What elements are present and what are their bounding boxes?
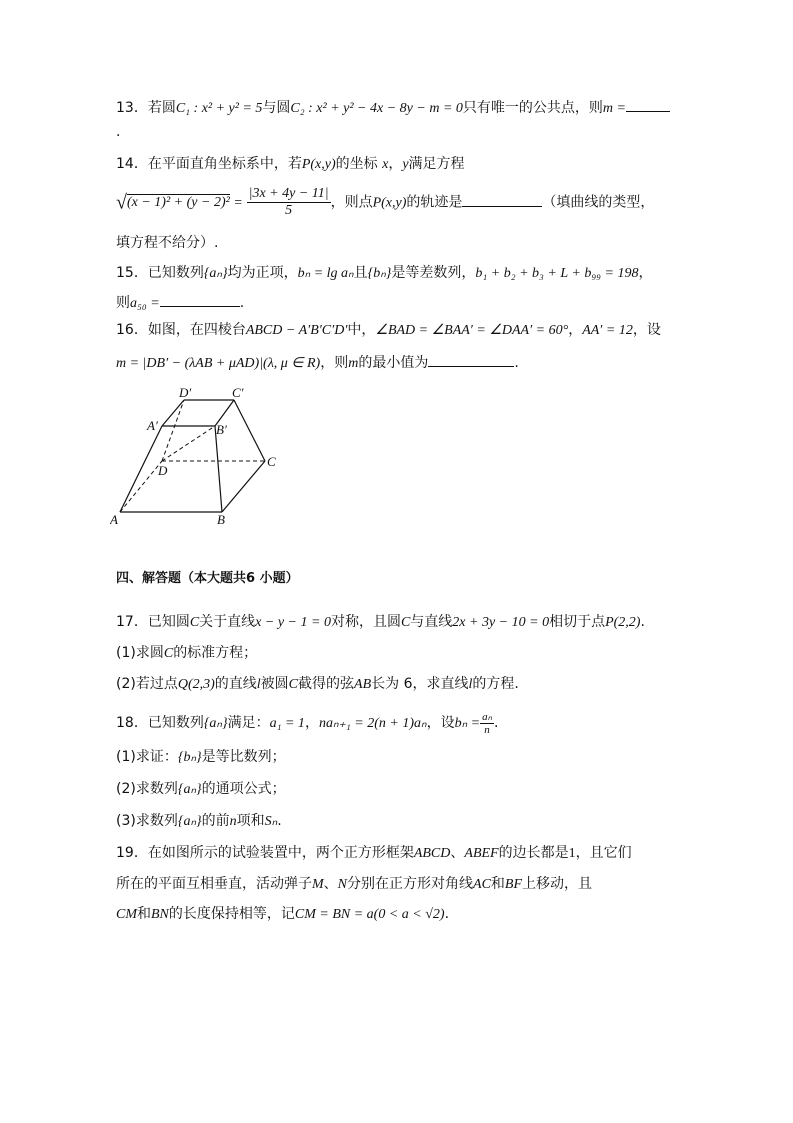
q19-text: 所在的平面互相垂直，活动弹子: [116, 876, 312, 892]
q18-seq-a: {aₙ}: [177, 814, 202, 829]
q16-text: 中，: [347, 322, 376, 338]
q18-seq-a: {aₙ}: [203, 716, 228, 731]
q19-and: 和: [137, 906, 151, 922]
q13-answer-label: m =: [602, 101, 626, 116]
q15-text: 已知数列: [147, 265, 204, 281]
q17-text: 关于直线: [199, 614, 256, 630]
q19-text: 在如图所示的试验装置中，两个正方形框架: [147, 845, 414, 861]
edge-CC1: [234, 400, 265, 461]
q15-text: 均为正项，: [227, 265, 298, 281]
q16-m-expr: m = |DB′ − (λAB + μAD)|(λ, μ ∈ R): [116, 356, 321, 371]
q19-and: 和: [490, 876, 505, 892]
q19-text: 上移动，且: [522, 876, 593, 892]
q13-text: 若圆: [147, 100, 176, 116]
label-C: C: [267, 454, 276, 469]
q14-x: x: [382, 157, 389, 172]
q17-text: (2)若过点: [116, 676, 178, 692]
q19-one: 1: [568, 846, 576, 861]
q14-y: y: [402, 157, 409, 172]
q16-line1: [116, 320, 661, 341]
q19-line2: [116, 874, 592, 895]
edge-D1A1: [162, 400, 184, 426]
label-D1: D′: [179, 385, 192, 400]
q18-bn-lhs: bₙ =: [454, 716, 481, 731]
q19-bn: BN: [151, 907, 169, 922]
q18-a1: a₁ = 1: [269, 716, 305, 731]
q16-text: ，则: [320, 355, 349, 371]
q15-line2: [116, 292, 244, 314]
edge-BC: [222, 461, 265, 512]
q17-text: 的标准方程；: [173, 645, 258, 661]
q18-text: (1)求证：: [116, 749, 178, 765]
q14-line1: [116, 154, 465, 175]
q16-line2: [116, 352, 519, 374]
q15-number: 15．: [116, 265, 148, 281]
label-C1: C′: [232, 385, 244, 400]
q17-circle: C: [189, 615, 200, 630]
section-heading: 四、解答题（本大题共6 小题）: [116, 571, 299, 586]
q15-text: 且: [353, 265, 368, 281]
q19-text: 的长度保持相等，记: [168, 906, 295, 922]
q16-angles: ∠BAD = ∠BAA′ = ∠DAA′ = 60°: [375, 323, 569, 338]
q13-circle2: C₂ : x² + y² − 4x − 8y − m = 0: [290, 101, 463, 116]
q18-sub2: [116, 779, 286, 800]
q16-aa: AA′ = 12: [582, 323, 633, 338]
q18-n: n: [229, 814, 237, 829]
q18-text: (3)求数列: [116, 813, 178, 829]
q17-line1: [116, 612, 645, 633]
q13-dot: .: [116, 124, 121, 140]
q17-circle: C: [163, 646, 174, 661]
q15-answer-blank[interactable]: [160, 292, 240, 307]
q18-comma: ，: [304, 715, 319, 731]
q18-text: 已知数列: [147, 715, 204, 731]
q15-text: 则: [116, 295, 130, 311]
q16-number: 16．: [116, 322, 148, 338]
q15-sum: b₁ + b₂ + b₃ + L + b₉₉ = 198: [475, 266, 639, 281]
q15-text: .: [239, 295, 245, 311]
q18-fraction: [480, 711, 494, 736]
q17-sub2: [116, 674, 519, 695]
q19-number: 19．: [116, 845, 148, 861]
q19-line3: [116, 904, 449, 925]
q15-text: 是等差数列，: [391, 265, 476, 281]
q17-text: 对称，且圆: [330, 614, 401, 630]
q18-sub1: [116, 747, 286, 768]
q13-text-suffix: 只有唯一的公共点，则: [462, 100, 603, 116]
q17-line-l: l: [256, 677, 261, 692]
q18-text: 满足：: [227, 715, 270, 731]
q17-line-eq1: x − y − 1 = 0: [255, 615, 331, 630]
q17-text: 被圆: [260, 676, 289, 692]
q17-text: (1)求圆: [116, 645, 164, 661]
label-D: D: [158, 463, 168, 478]
q18-text: ，设: [426, 715, 455, 731]
q17-text: .: [640, 614, 645, 630]
q19-equation: CM = BN = a(0 < a < √2): [294, 907, 445, 922]
q14-point: P(x,y): [301, 157, 336, 172]
q18-seq-b: {bₙ}: [177, 750, 202, 765]
q14-text: 的轨迹是: [406, 194, 463, 211]
q17-circle: C: [288, 677, 299, 692]
label-B1: B′: [216, 422, 227, 437]
q14-text: 在平面直角坐标系中，若: [147, 156, 302, 172]
q19-abef: ABEF: [464, 846, 499, 861]
q18-text: .: [494, 715, 499, 731]
q15-seq-b: {bₙ}: [367, 266, 392, 281]
q14-answer-blank[interactable]: [462, 192, 542, 207]
q15-line1: [116, 263, 653, 284]
q17-text: 的直线: [214, 676, 257, 692]
q17-number: 17．: [116, 614, 148, 630]
q14-text: ，则点: [330, 194, 373, 211]
q15-bn-def: bₙ = lg aₙ: [297, 266, 354, 281]
q16-m: m: [348, 356, 359, 371]
q18-text: 是等比数列；: [201, 749, 286, 765]
q17-chord: AB: [354, 677, 372, 692]
edge-DB1: [162, 426, 215, 461]
q17-text: 与直线: [410, 614, 453, 630]
q17-sub1: [116, 643, 257, 664]
q16-text: 如图，在四棱台: [147, 322, 246, 338]
q19-text: .: [444, 906, 450, 922]
q14-line2: [116, 186, 654, 219]
q17-text: 的方程.: [472, 676, 519, 692]
q17-point-q: Q(2,3): [177, 677, 215, 692]
q16-answer-blank[interactable]: [428, 352, 514, 367]
q19-text: 分别在正方形对角线: [347, 876, 474, 892]
q14-frac-num: |3x + 4y − 11|: [248, 186, 329, 201]
q14-number: 14．: [116, 156, 148, 172]
q13-answer-blank[interactable]: [626, 97, 670, 112]
q13-number: 13．: [116, 100, 148, 116]
label-A: A: [110, 512, 118, 526]
q14-text: （填曲线的类型，: [542, 194, 655, 211]
q16-text: 的最小值为: [358, 355, 429, 371]
q18-number: 18．: [116, 715, 148, 731]
sqrt-icon: √: [116, 191, 127, 214]
edge-DD1: [162, 400, 184, 461]
q13-line1: [116, 97, 670, 119]
q15-seq-a: {aₙ}: [203, 266, 228, 281]
q19-n: N: [337, 877, 348, 892]
q19-line1: [116, 843, 632, 864]
q14-equals: =: [234, 195, 243, 211]
q18-text: 项和: [236, 813, 265, 829]
q19-m: M: [312, 877, 324, 892]
q19-abcd: ABCD: [413, 846, 451, 861]
q15-a50: a₅₀ =: [130, 296, 160, 311]
label-B: B: [217, 512, 225, 526]
q19-cm: CM: [116, 907, 137, 922]
q19-sep: 、: [323, 876, 338, 892]
q18-sn: Sₙ: [264, 814, 278, 829]
q17-text: 相切于点: [549, 614, 606, 630]
q18-line1: [116, 709, 498, 738]
frustum-figure: [110, 384, 290, 526]
q14-point: P(x,y): [372, 195, 407, 211]
q17-line-l: l: [468, 677, 473, 692]
q17-point: P(2,2): [605, 615, 641, 630]
q14-line3: [116, 233, 218, 253]
q19-text: 的边长都是: [498, 845, 569, 861]
q17-line-eq2: 2x + 3y − 10 = 0: [452, 615, 550, 630]
q18-sub3: [116, 811, 282, 832]
q16-text: .: [514, 355, 519, 371]
q13-text-mid: 与圆: [262, 100, 291, 116]
q17-text: 已知圆: [147, 614, 190, 630]
q18-text: 的通项公式；: [201, 781, 286, 797]
q14-text: 填方程不给分）.: [116, 235, 219, 251]
q18-text: (2)求数列: [116, 781, 178, 797]
q14-frac-den: 5: [285, 203, 293, 218]
q19-ac: AC: [473, 877, 491, 892]
q13-circle1: C₁ : x² + y² = 5: [175, 101, 263, 116]
q17-text: 长为 6，求直线: [371, 676, 469, 692]
q16-solid: ABCD − A′B′C′D′: [245, 323, 348, 338]
q14-text: 的坐标: [335, 156, 378, 172]
q18-seq-a: {aₙ}: [177, 782, 202, 797]
edge-BB1: [215, 426, 222, 512]
q14-sqrt-expr: (x − 1)² + (y − 2)²: [126, 194, 230, 210]
q19-text: ，且它们: [575, 845, 632, 861]
q18-frac-den: n: [484, 723, 490, 736]
q18-frac-num: aₙ: [482, 710, 492, 723]
q18-recurrence: naₙ₊₁ = 2(n + 1)aₙ: [318, 716, 427, 731]
q17-text: 截得的弦: [298, 676, 355, 692]
q13-line2: [116, 122, 120, 142]
q18-text: 的前: [201, 813, 230, 829]
edge-AA1: [120, 426, 162, 512]
q14-comma: ，: [388, 156, 403, 172]
q14-text: 满足方程: [408, 156, 465, 172]
q18-text: .: [277, 813, 282, 829]
q19-sep: 、: [450, 845, 465, 861]
q14-fraction: [247, 186, 331, 219]
q19-bf: BF: [504, 877, 523, 892]
q17-circle: C: [400, 615, 411, 630]
q16-text: ，设: [632, 322, 661, 338]
label-A1: A′: [147, 418, 158, 433]
q16-text: ，: [568, 322, 583, 338]
q15-text: ，: [638, 265, 653, 281]
